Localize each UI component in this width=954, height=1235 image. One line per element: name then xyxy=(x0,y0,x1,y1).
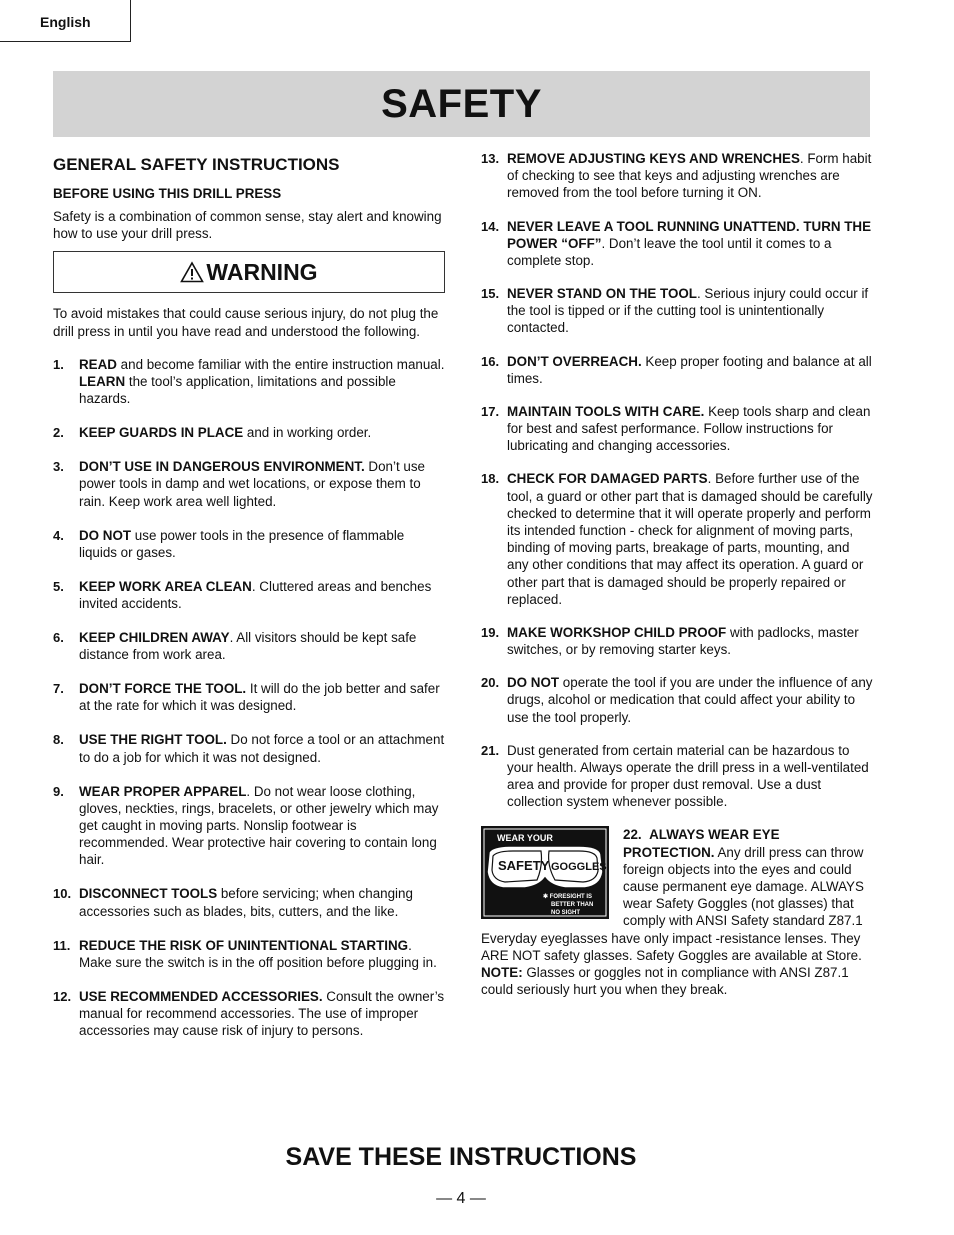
rule-body-text: with padlocks, master switches, or by removing starter keys. xyxy=(507,624,859,658)
safety-rule-item xyxy=(481,285,873,337)
rule-text xyxy=(507,624,873,658)
svg-text:BETTER THAN: BETTER THAN xyxy=(551,902,594,909)
rule-22-heading: ALWAYS WEAR EYE PROTECTION. xyxy=(623,827,780,860)
rule-body-text: and in working order. xyxy=(243,425,372,441)
rule-text xyxy=(79,783,445,869)
warning-text: To avoid mistakes that could cause serious injury, do not plug the drill press in until you have read and understood the following. xyxy=(53,306,439,339)
rule-text xyxy=(79,680,445,714)
rule-number: 6. xyxy=(53,630,64,646)
rule-text xyxy=(507,218,873,270)
rule-number: 9. xyxy=(53,783,64,799)
rule-heading: DO NOT xyxy=(507,675,560,691)
rule-body-text: the tool’s application, limitations and possible hazards. xyxy=(79,374,396,407)
rule-heading: DON’T OVERREACH. xyxy=(507,353,642,369)
rule-body-text: . All visitors should be kept safe distance from work area. xyxy=(79,630,417,663)
rule-number: 10. xyxy=(53,886,72,902)
warning-triangle-icon xyxy=(180,261,204,283)
svg-text:✱ FORESIGHT IS: ✱ FORESIGHT IS xyxy=(543,894,593,901)
svg-text:SAFETY: SAFETY xyxy=(498,858,550,874)
rule-body-text: . Don’t leave the tool until it comes to a complete stop. xyxy=(507,235,832,268)
svg-text:WEAR YOUR: WEAR YOUR xyxy=(497,833,553,844)
safety-rule-item xyxy=(481,150,873,202)
rule-text xyxy=(507,403,873,455)
rule-body-text: . Serious injury could occur if the tool is tipped or if the cutting tool is unintentionally contacted. xyxy=(507,286,869,336)
svg-text:GOGGLES: GOGGLES xyxy=(551,861,607,874)
rule-body-text: . Before further use of the tool, a guard or other part that is damaged should be carefully checked to determine that it will operate properly and perform its intended function - check for alignment of moving parts, binding of moving parts, breakage of parts, mounting, and any other conditions that may affect its operation. A guard or other part that is damaged should be properly repaired or replaced. xyxy=(507,471,873,607)
right-column xyxy=(481,150,873,998)
safety-rule-item xyxy=(481,218,873,270)
rule-body-text: . Cluttered areas and benches invited accidents. xyxy=(79,578,432,612)
language-tab xyxy=(0,0,131,42)
rule-text xyxy=(79,988,445,1040)
safety-rule-item xyxy=(53,885,445,919)
safety-rule-item xyxy=(53,527,445,561)
rule-heading: MAINTAIN TOOLS WITH CARE. xyxy=(507,403,705,419)
rule-heading: REDUCE THE RISK OF UNINTENTIONAL STARTING xyxy=(79,937,409,953)
rule-heading: DON’T USE IN DANGEROUS ENVIRONMENT. xyxy=(79,459,365,475)
rule-text xyxy=(79,731,445,765)
safety-rule-item xyxy=(53,988,445,1040)
rule-heading: REMOVE ADJUSTING KEYS AND WRENCHES xyxy=(507,151,800,166)
rule-text xyxy=(79,885,445,919)
rule-number: 12. xyxy=(53,988,72,1004)
rule-number: 19. xyxy=(481,624,500,640)
rule-number: 17. xyxy=(481,403,500,419)
rule-heading: DON’T FORCE THE TOOL. xyxy=(79,681,247,697)
rule-heading: USE THE RIGHT TOOL. xyxy=(79,732,227,748)
page-number: — 4 — xyxy=(436,1190,486,1207)
rule-body-text: and become familiar with the entire instruction manual. xyxy=(116,356,445,372)
rule-text xyxy=(507,470,873,608)
subsection-title: BEFORE USING THIS DRILL PRESS xyxy=(53,186,282,201)
rule-body-text: Dust generated from certain material can be hazardous to your health. Always operate the drill press in a well-ventilated area and provide for proper dust removal. Use a dust collection system whenever possible. xyxy=(507,742,869,810)
rule-22-number: 22. xyxy=(623,827,642,843)
section-title: GENERAL SAFETY INSTRUCTIONS xyxy=(53,155,340,174)
rule-heading: USE RECOMMENDED ACCESSORIES. xyxy=(79,988,323,1004)
safety-rule-item xyxy=(53,937,445,971)
safety-rule-item xyxy=(53,424,445,441)
rule-body-text: . Do not wear loose clothing, gloves, neckties, rings, bracelets, or other jewelry which may get caught in moving parts. Nonslip footwear is recommended. Wear protective hair covering to contain long hair. xyxy=(79,783,439,868)
rule-heading: DISCONNECT TOOLS xyxy=(79,886,218,902)
rule-body-text: Consult the owner’s manual for recommend accessories. The use of improper accessories may cause risk of injury to persons. xyxy=(79,988,445,1039)
safety-rule-item xyxy=(53,629,445,663)
rule-body-text: . Make sure the switch is in the off position before plugging in. xyxy=(79,937,437,970)
safety-rule-item xyxy=(481,403,873,455)
rule-heading: DO NOT xyxy=(79,527,132,543)
safety-rules-list-right xyxy=(481,150,873,810)
language-label: English xyxy=(40,14,91,30)
safety-goggles-illustration xyxy=(481,826,609,919)
safety-rules-list-left xyxy=(53,356,445,1040)
title-bar xyxy=(53,71,870,137)
rule-text xyxy=(507,742,873,811)
rule-body-text: . Form habit of checking to see that keys and adjusting wrenches are removed from the tool before turning it ON. xyxy=(507,151,872,201)
rule-body-text: It will do the job better and safer at the rate for which it was designed. xyxy=(79,681,440,714)
intro-text: Safety is a combination of common sense, stay alert and knowing how to use your drill press. xyxy=(53,209,442,242)
rule-number: 18. xyxy=(481,471,500,487)
rule-number: 1. xyxy=(53,356,64,372)
rule-body-text: use power tools in the presence of flammable liquids or gases. xyxy=(79,527,405,560)
safety-rule-item xyxy=(53,783,445,869)
rule-body-text: Do not force a tool or an attachment to do a job for which it was not designed. xyxy=(79,732,445,765)
safety-rule-item xyxy=(481,470,873,608)
rule-number: 20. xyxy=(481,675,500,691)
rule-body-text: operate the tool if you are under the influence of any drugs, alcohol or medication that could affect your ability to use the tool properly. xyxy=(507,675,873,725)
rule-text xyxy=(507,150,873,202)
rule-text xyxy=(79,356,445,408)
rule-text xyxy=(79,527,445,561)
rule-number: 14. xyxy=(481,218,500,234)
rule-number: 4. xyxy=(53,527,64,543)
rule-22-body: Any drill press can throw foreign objects into the eyes and could cause permanent eye damage. ALWAYS wear Safety Goggles (not glasses) that comply with ANSI Safety standard Z87.1 Everyday eyeglasses have only impact -resistance lenses. They ARE NOT safety glasses. Safety Goggles are available at Store. xyxy=(481,844,864,963)
save-instructions-title: SAVE THESE INSTRUCTIONS xyxy=(285,1143,637,1171)
rule-body-text: Don’t use power tools in damp and wet locations, or expose them to rain. Keep work area well lighted. xyxy=(79,459,425,509)
safety-rule-item xyxy=(481,624,873,658)
rule-body-text: before servicing; when changing accessories such as blades, bits, cutters, and the like. xyxy=(79,886,413,919)
page-title: SAFETY xyxy=(381,81,542,126)
rule-number: 2. xyxy=(53,425,64,441)
rule-text xyxy=(507,353,873,387)
rule-number: 11. xyxy=(53,937,71,953)
rule-text xyxy=(507,285,873,337)
rule-22-note-text: Glasses or goggles not in compliance with ANSI Z87.1 could seriously hurt you when they break. xyxy=(481,964,849,998)
rule-text xyxy=(79,458,445,510)
rule-heading: KEEP CHILDREN AWAY xyxy=(79,630,230,646)
rule-number: 15. xyxy=(481,286,500,301)
safety-rule-item xyxy=(53,680,445,714)
rule-heading: NEVER LEAVE A TOOL RUNNING UNATTEND. TURN THE POWER “OFF” xyxy=(507,218,872,251)
safety-rule-item xyxy=(481,674,873,726)
warning-title: WARNING xyxy=(206,259,318,286)
rule-heading: CHECK FOR DAMAGED PARTS xyxy=(507,471,708,487)
safety-rule-item xyxy=(53,458,445,510)
safety-rule-item xyxy=(53,731,445,765)
rule-heading: LEARN xyxy=(79,374,126,390)
svg-text:NO SIGHT: NO SIGHT xyxy=(551,910,581,917)
rule-number: 8. xyxy=(53,732,64,748)
rule-heading: WEAR PROPER APPAREL xyxy=(79,783,247,799)
rule-heading: KEEP WORK AREA CLEAN xyxy=(79,578,252,594)
rule-number: 3. xyxy=(53,459,64,475)
left-column xyxy=(53,150,445,1056)
rule-22-note-label: NOTE: xyxy=(481,964,523,980)
rule-text xyxy=(79,937,445,971)
rule-text xyxy=(79,629,445,663)
safety-rule-item xyxy=(53,356,445,408)
rule-number: 21. xyxy=(481,742,500,758)
warning-box xyxy=(53,251,445,293)
rule-text xyxy=(507,674,873,726)
rule-body-text: Keep tools sharp and clean for best and safest performance. Follow instructions for lubricating and changing accessories. xyxy=(507,403,871,454)
rule-heading: KEEP GUARDS IN PLACE xyxy=(79,425,244,441)
rule-heading: READ xyxy=(79,356,117,372)
safety-rule-item xyxy=(53,578,445,612)
safety-rule-item xyxy=(481,353,873,387)
rule-text xyxy=(79,424,445,441)
rule-number: 5. xyxy=(53,578,64,594)
safety-rule-item xyxy=(481,742,873,811)
rule-number: 16. xyxy=(481,353,500,369)
rule-body-text: Keep proper footing and balance at all times. xyxy=(507,353,872,386)
rule-number: 13. xyxy=(481,151,500,166)
eye-protection-rule xyxy=(481,826,873,998)
rule-heading: NEVER STAND ON THE TOOL xyxy=(507,286,697,301)
rule-text xyxy=(79,578,445,612)
rule-number: 7. xyxy=(53,681,64,697)
rule-heading: MAKE WORKSHOP CHILD PROOF xyxy=(507,624,727,640)
